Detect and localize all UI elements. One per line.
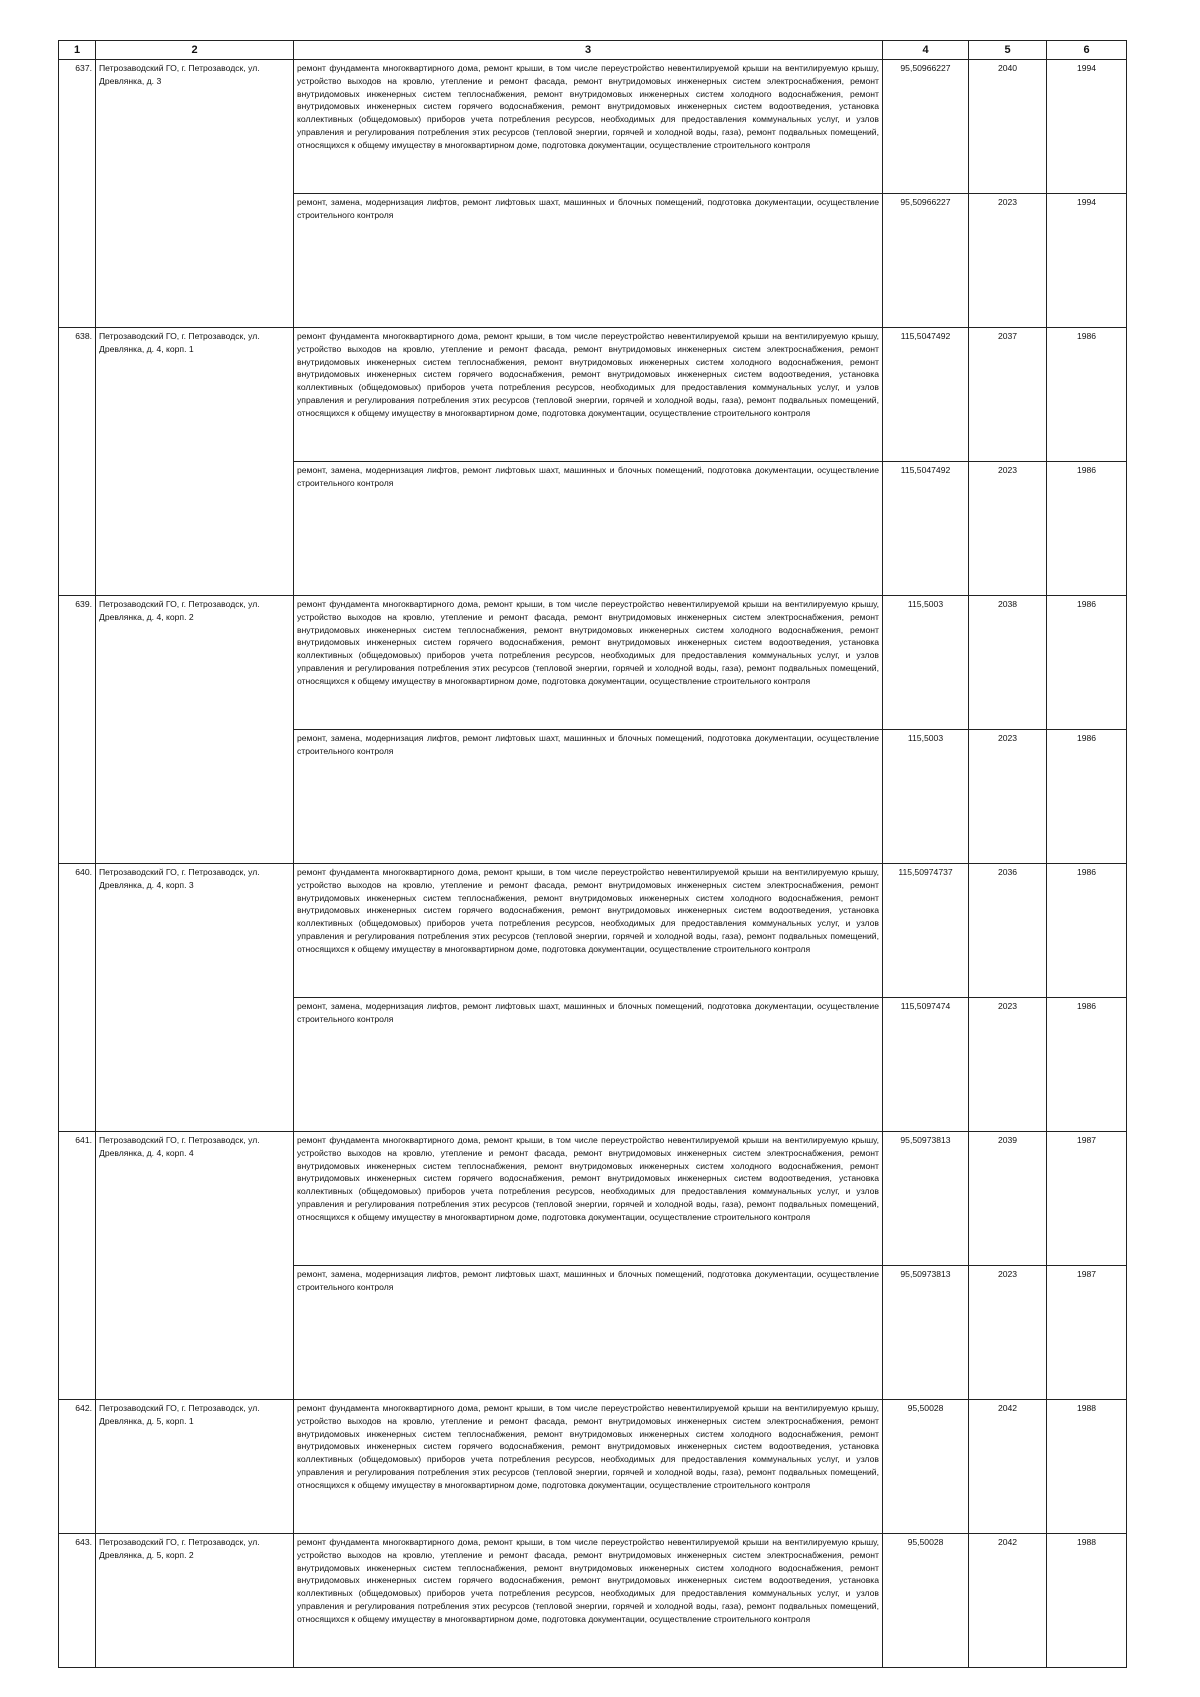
cost-cell: 115,5003 bbox=[883, 596, 969, 730]
year-cell: 2023 bbox=[969, 998, 1047, 1132]
year-cell: 2036 bbox=[969, 864, 1047, 998]
works-cell: ремонт фундамента многоквартирного дома, ремонт крыши, в том числе переустройство невентилируемой крыши на вентилируемую крышу, устройство выходов на кровлю, утепление и ремонт фасада, ремонт внутридомовых инженерных систем электроснабжения, ремонт внутридомовых инженерных систем теплоснабжения, ремонт внутридомовых инженерных систем холодного водоснабжения, ремонт внутридомовых инженерных систем горячего водоснабжения, ремонт внутридомовых инженерных систем водоотведения, установка коллективных (общедомовых) приборов учета потребления ресурсов, необходимых для предоставления коммунальных услуг, и узлов управления и регулирования потребления этих ресурсов (тепловой энергии, горячей и холодной воды, газа), ремонт подвальных помещений, относящихся к общему имуществу в многоквартирном доме, подготовка документации, осуществление строительного контроля bbox=[294, 1400, 883, 1534]
column-header: 1 bbox=[59, 41, 96, 60]
cost-cell: 115,50974737 bbox=[883, 864, 969, 998]
address-cell: Петрозаводский ГО, г. Петрозаводск, ул. Древлянка, д. 5, корп. 2 bbox=[96, 1534, 294, 1668]
row-number: 641. bbox=[59, 1132, 96, 1400]
year-cell: 2038 bbox=[969, 596, 1047, 730]
works-cell: ремонт, замена, модернизация лифтов, ремонт лифтовых шахт, машинных и блочных помещений, подготовка документации, осуществление строительного контроля bbox=[294, 1266, 883, 1400]
year-cell: 2023 bbox=[969, 1266, 1047, 1400]
works-cell: ремонт фундамента многоквартирного дома, ремонт крыши, в том числе переустройство невентилируемой крыши на вентилируемую крышу, устройство выходов на кровлю, утепление и ремонт фасада, ремонт внутридомовых инженерных систем электроснабжения, ремонт внутридомовых инженерных систем теплоснабжения, ремонт внутридомовых инженерных систем холодного водоснабжения, ремонт внутридомовых инженерных систем горячего водоснабжения, ремонт внутридомовых инженерных систем водоотведения, установка коллективных (общедомовых) приборов учета потребления ресурсов, необходимых для предоставления коммунальных услуг, и узлов управления и регулирования потребления этих ресурсов (тепловой энергии, горячей и холодной воды, газа), ремонт подвальных помещений, относящихся к общему имуществу в многоквартирном доме, подготовка документации, осуществление строительного контроля bbox=[294, 328, 883, 462]
cost-cell: 95,50966227 bbox=[883, 60, 969, 194]
built-year-cell: 1986 bbox=[1047, 462, 1127, 596]
built-year-cell: 1987 bbox=[1047, 1132, 1127, 1266]
row-number: 640. bbox=[59, 864, 96, 1132]
table-row bbox=[59, 864, 1127, 998]
built-year-cell: 1986 bbox=[1047, 864, 1127, 998]
works-cell: ремонт, замена, модернизация лифтов, ремонт лифтовых шахт, машинных и блочных помещений, подготовка документации, осуществление строительного контроля bbox=[294, 998, 883, 1132]
address-cell: Петрозаводский ГО, г. Петрозаводск, ул. Древлянка, д. 4, корп. 4 bbox=[96, 1132, 294, 1400]
cost-cell: 95,50973813 bbox=[883, 1266, 969, 1400]
works-cell: ремонт фундамента многоквартирного дома, ремонт крыши, в том числе переустройство невентилируемой крыши на вентилируемую крышу, устройство выходов на кровлю, утепление и ремонт фасада, ремонт внутридомовых инженерных систем электроснабжения, ремонт внутридомовых инженерных систем теплоснабжения, ремонт внутридомовых инженерных систем холодного водоснабжения, ремонт внутридомовых инженерных систем горячего водоснабжения, ремонт внутридомовых инженерных систем водоотведения, установка коллективных (общедомовых) приборов учета потребления ресурсов, необходимых для предоставления коммунальных услуг, и узлов управления и регулирования потребления этих ресурсов (тепловой энергии, горячей и холодной воды, газа), ремонт подвальных помещений, относящихся к общему имуществу в многоквартирном доме, подготовка документации, осуществление строительного контроля bbox=[294, 60, 883, 194]
column-header: 5 bbox=[969, 41, 1047, 60]
column-header: 3 bbox=[294, 41, 883, 60]
built-year-cell: 1994 bbox=[1047, 194, 1127, 328]
works-cell: ремонт, замена, модернизация лифтов, ремонт лифтовых шахт, машинных и блочных помещений, подготовка документации, осуществление строительного контроля bbox=[294, 730, 883, 864]
column-header: 6 bbox=[1047, 41, 1127, 60]
year-cell: 2039 bbox=[969, 1132, 1047, 1266]
address-cell: Петрозаводский ГО, г. Петрозаводск, ул. Древлянка, д. 4, корп. 3 bbox=[96, 864, 294, 1132]
built-year-cell: 1986 bbox=[1047, 730, 1127, 864]
address-cell: Петрозаводский ГО, г. Петрозаводск, ул. Древлянка, д. 4, корп. 1 bbox=[96, 328, 294, 596]
works-cell: ремонт фундамента многоквартирного дома, ремонт крыши, в том числе переустройство невентилируемой крыши на вентилируемую крышу, устройство выходов на кровлю, утепление и ремонт фасада, ремонт внутридомовых инженерных систем электроснабжения, ремонт внутридомовых инженерных систем теплоснабжения, ремонт внутридомовых инженерных систем холодного водоснабжения, ремонт внутридомовых инженерных систем горячего водоснабжения, ремонт внутридомовых инженерных систем водоотведения, установка коллективных (общедомовых) приборов учета потребления ресурсов, необходимых для предоставления коммунальных услуг, и узлов управления и регулирования потребления этих ресурсов (тепловой энергии, горячей и холодной воды, газа), ремонт подвальных помещений, относящихся к общему имуществу в многоквартирном доме, подготовка документации, осуществление строительного контроля bbox=[294, 1534, 883, 1668]
column-number-row bbox=[59, 41, 1127, 60]
table-row bbox=[59, 1534, 1127, 1668]
row-number: 643. bbox=[59, 1534, 96, 1668]
built-year-cell: 1988 bbox=[1047, 1534, 1127, 1668]
cost-cell: 95,50966227 bbox=[883, 194, 969, 328]
table-row bbox=[59, 328, 1127, 462]
address-cell: Петрозаводский ГО, г. Петрозаводск, ул. Древлянка, д. 3 bbox=[96, 60, 294, 328]
table-row bbox=[59, 1400, 1127, 1534]
table-row bbox=[59, 1132, 1127, 1266]
year-cell: 2023 bbox=[969, 194, 1047, 328]
cost-cell: 115,5097474 bbox=[883, 998, 969, 1132]
works-cell: ремонт, замена, модернизация лифтов, ремонт лифтовых шахт, машинных и блочных помещений, подготовка документации, осуществление строительного контроля bbox=[294, 194, 883, 328]
built-year-cell: 1988 bbox=[1047, 1400, 1127, 1534]
built-year-cell: 1986 bbox=[1047, 596, 1127, 730]
works-cell: ремонт фундамента многоквартирного дома, ремонт крыши, в том числе переустройство невентилируемой крыши на вентилируемую крышу, устройство выходов на кровлю, утепление и ремонт фасада, ремонт внутридомовых инженерных систем электроснабжения, ремонт внутридомовых инженерных систем теплоснабжения, ремонт внутридомовых инженерных систем холодного водоснабжения, ремонт внутридомовых инженерных систем горячего водоснабжения, ремонт внутридомовых инженерных систем водоотведения, установка коллективных (общедомовых) приборов учета потребления ресурсов, необходимых для предоставления коммунальных услуг, и узлов управления и регулирования потребления этих ресурсов (тепловой энергии, горячей и холодной воды, газа), ремонт подвальных помещений, относящихся к общему имуществу в многоквартирном доме, подготовка документации, осуществление строительного контроля bbox=[294, 596, 883, 730]
column-header: 2 bbox=[96, 41, 294, 60]
table-row bbox=[59, 596, 1127, 730]
cost-cell: 115,5047492 bbox=[883, 462, 969, 596]
year-cell: 2023 bbox=[969, 462, 1047, 596]
works-cell: ремонт фундамента многоквартирного дома, ремонт крыши, в том числе переустройство невентилируемой крыши на вентилируемую крышу, устройство выходов на кровлю, утепление и ремонт фасада, ремонт внутридомовых инженерных систем электроснабжения, ремонт внутридомовых инженерных систем теплоснабжения, ремонт внутридомовых инженерных систем холодного водоснабжения, ремонт внутридомовых инженерных систем горячего водоснабжения, ремонт внутридомовых инженерных систем водоотведения, установка коллективных (общедомовых) приборов учета потребления ресурсов, необходимых для предоставления коммунальных услуг, и узлов управления и регулирования потребления этих ресурсов (тепловой энергии, горячей и холодной воды, газа), ремонт подвальных помещений, относящихся к общему имуществу в многоквартирном доме, подготовка документации, осуществление строительного контроля bbox=[294, 1132, 883, 1266]
works-cell: ремонт, замена, модернизация лифтов, ремонт лифтовых шахт, машинных и блочных помещений, подготовка документации, осуществление строительного контроля bbox=[294, 462, 883, 596]
row-number: 638. bbox=[59, 328, 96, 596]
year-cell: 2037 bbox=[969, 328, 1047, 462]
row-number: 637. bbox=[59, 60, 96, 328]
cost-cell: 95,50028 bbox=[883, 1534, 969, 1668]
cost-cell: 95,50973813 bbox=[883, 1132, 969, 1266]
year-cell: 2040 bbox=[969, 60, 1047, 194]
built-year-cell: 1986 bbox=[1047, 998, 1127, 1132]
works-cell: ремонт фундамента многоквартирного дома, ремонт крыши, в том числе переустройство невентилируемой крыши на вентилируемую крышу, устройство выходов на кровлю, утепление и ремонт фасада, ремонт внутридомовых инженерных систем электроснабжения, ремонт внутридомовых инженерных систем теплоснабжения, ремонт внутридомовых инженерных систем холодного водоснабжения, ремонт внутридомовых инженерных систем горячего водоснабжения, ремонт внутридомовых инженерных систем водоотведения, установка коллективных (общедомовых) приборов учета потребления ресурсов, необходимых для предоставления коммунальных услуг, и узлов управления и регулирования потребления этих ресурсов (тепловой энергии, горячей и холодной воды, газа), ремонт подвальных помещений, относящихся к общему имуществу в многоквартирном доме, подготовка документации, осуществление строительного контроля bbox=[294, 864, 883, 998]
column-header: 4 bbox=[883, 41, 969, 60]
cost-cell: 95,50028 bbox=[883, 1400, 969, 1534]
row-number: 639. bbox=[59, 596, 96, 864]
year-cell: 2042 bbox=[969, 1534, 1047, 1668]
address-cell: Петрозаводский ГО, г. Петрозаводск, ул. Древлянка, д. 4, корп. 2 bbox=[96, 596, 294, 864]
cost-cell: 115,5047492 bbox=[883, 328, 969, 462]
address-cell: Петрозаводский ГО, г. Петрозаводск, ул. Древлянка, д. 5, корп. 1 bbox=[96, 1400, 294, 1534]
built-year-cell: 1994 bbox=[1047, 60, 1127, 194]
year-cell: 2023 bbox=[969, 730, 1047, 864]
capital-repair-table bbox=[58, 40, 1127, 1668]
table-row bbox=[59, 60, 1127, 194]
built-year-cell: 1987 bbox=[1047, 1266, 1127, 1400]
row-number: 642. bbox=[59, 1400, 96, 1534]
built-year-cell: 1986 bbox=[1047, 328, 1127, 462]
year-cell: 2042 bbox=[969, 1400, 1047, 1534]
cost-cell: 115,5003 bbox=[883, 730, 969, 864]
